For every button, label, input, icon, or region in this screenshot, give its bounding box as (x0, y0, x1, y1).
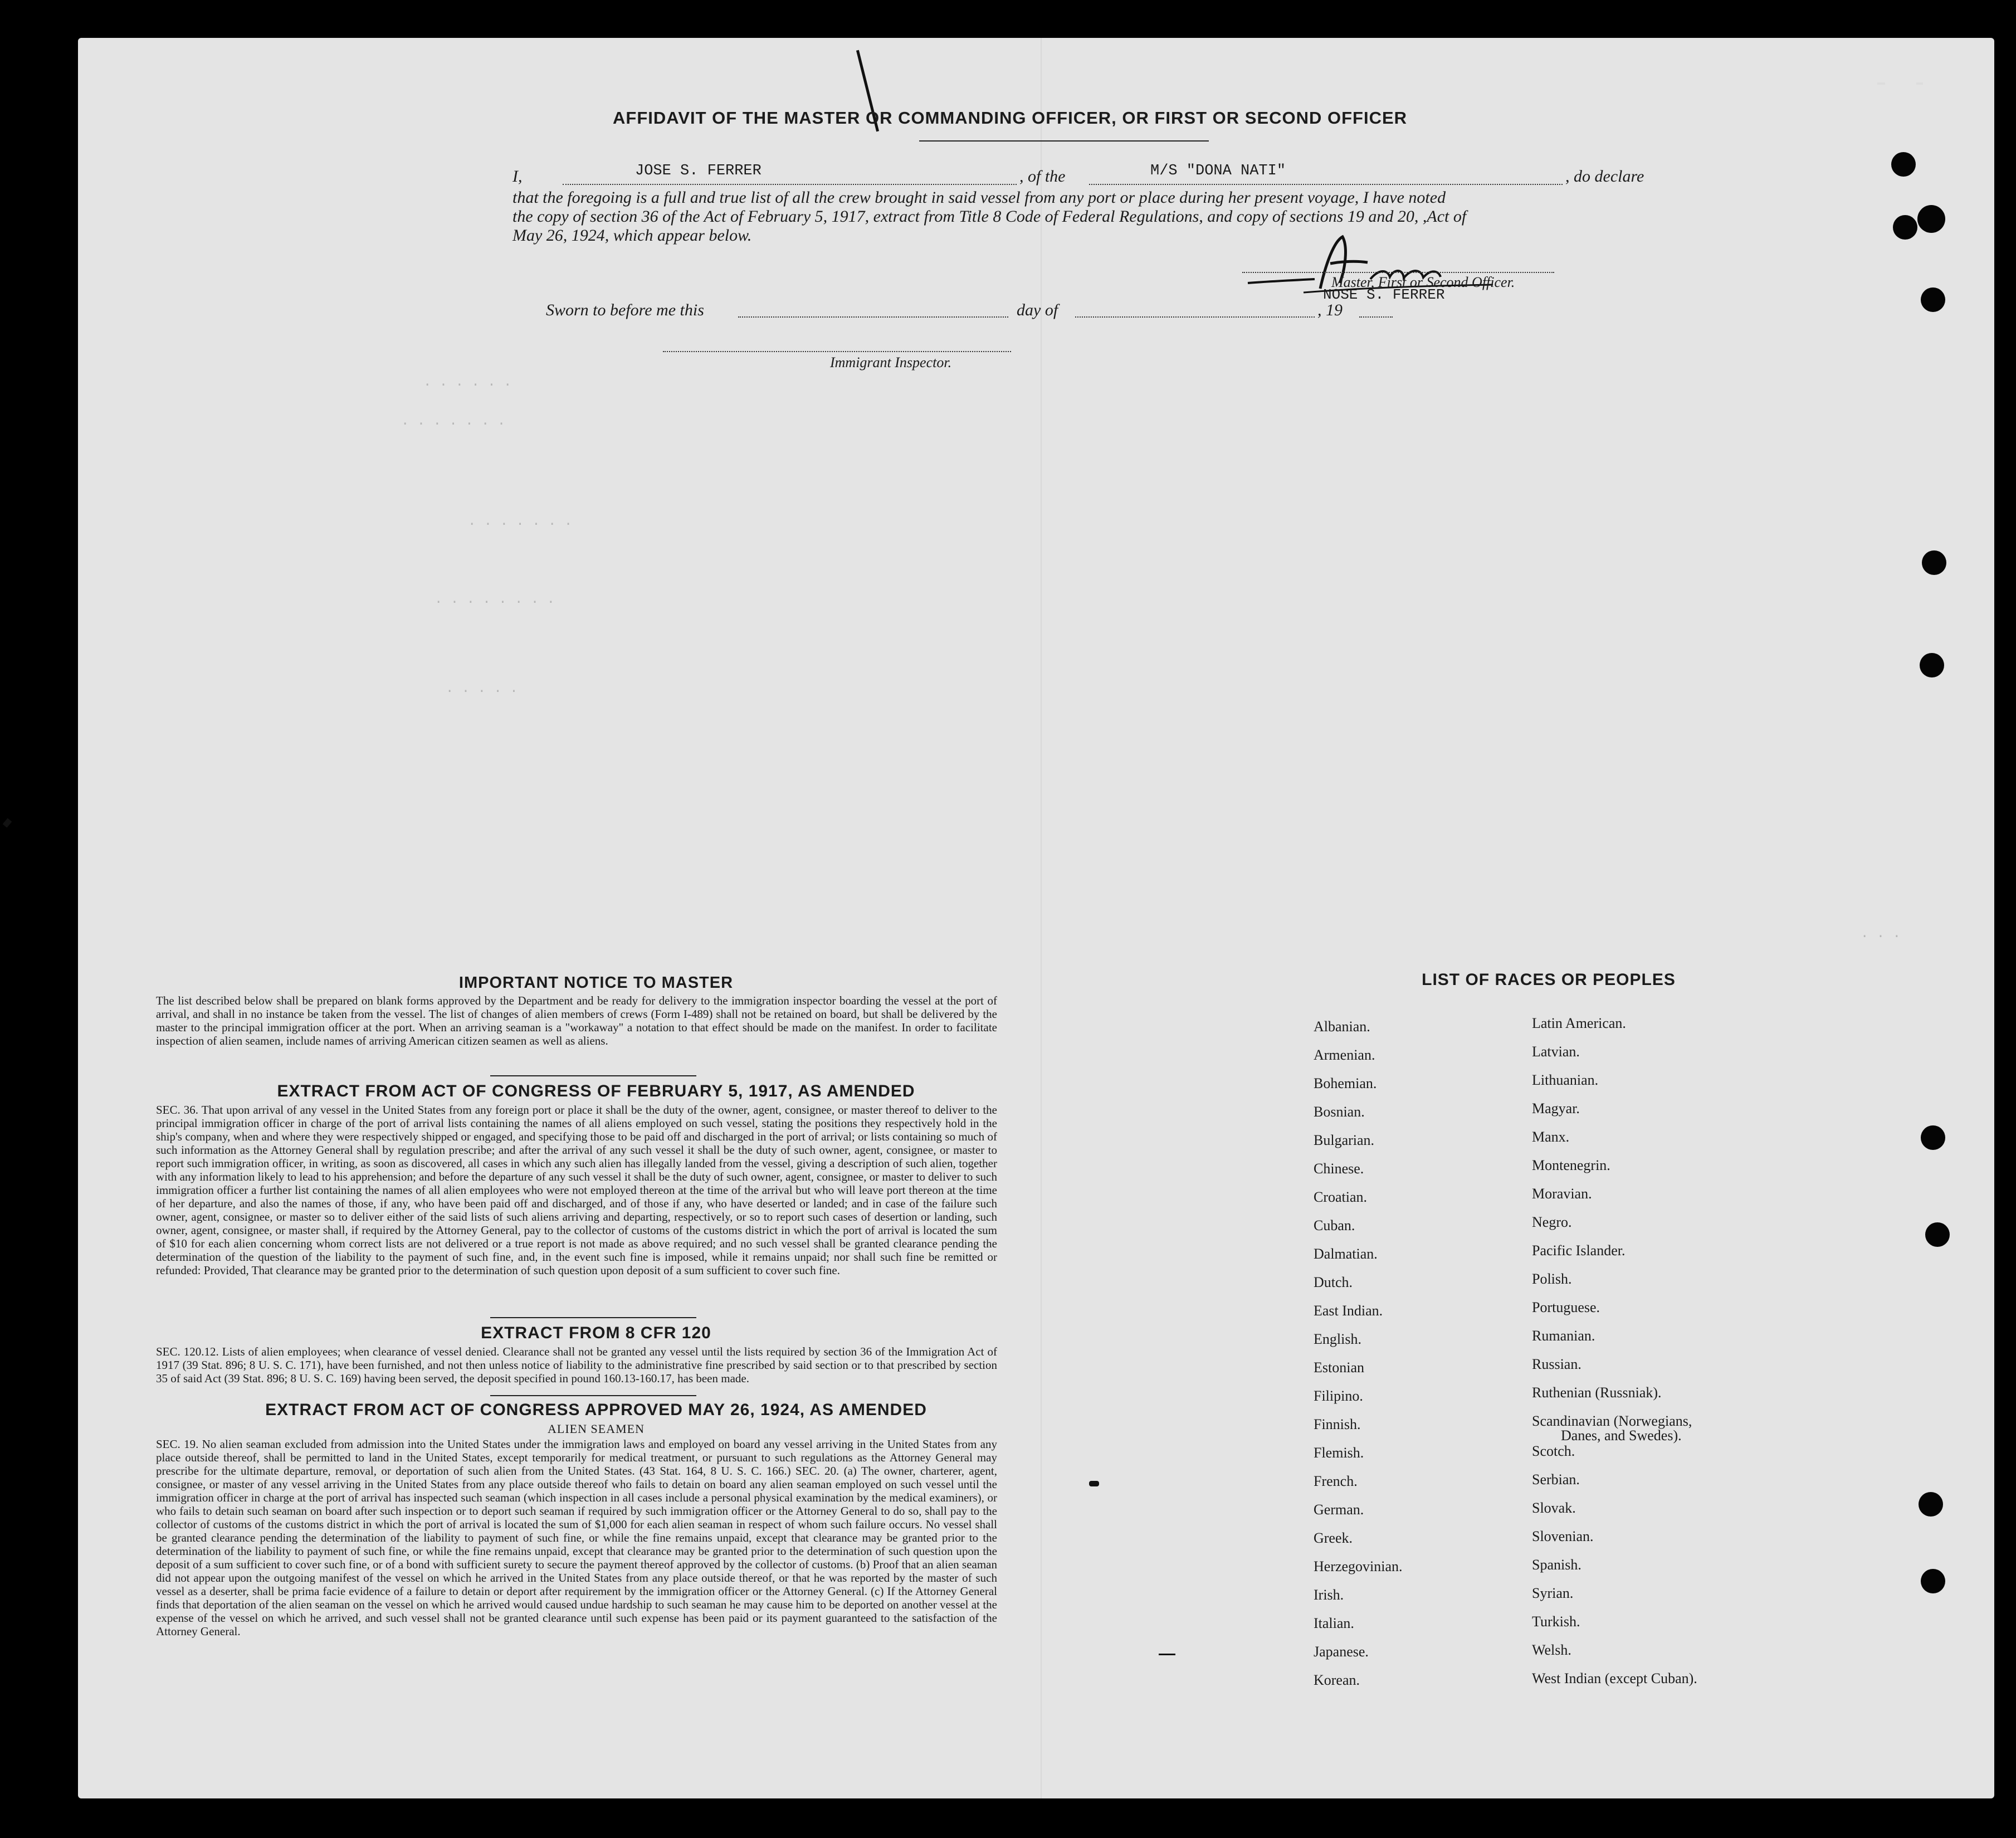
race-left-item: English. (1314, 1331, 1361, 1347)
extract-1917-title: EXTRACT FROM ACT OF CONGRESS OF FEBRUARY 5, 1917, AS AMENDED (277, 1082, 915, 1100)
extract-1924-text: SEC. 19. No alien seaman excluded from admission into the United States under the immigration laws and employed on board any vessel arriving in the United States from any place outside thereof, shall be permitted to land in the United States, except temporarily for medical treatment, or pursuant to such regulations as the Attorney General may prescribe for the ultimate departure, removal, or deportation of such alien from the United States. (43 Stat. 164, 8 U. S. C. 166.) SEC. 20. (a) The owner, charterer, agent, consignee, or master of any vessel arriving in the United States from any place outside thereof who fails to detain on board any alien seaman employed on such vessel until the immigration officer in charge at the port of arrival has inspected such seaman (which inspection in all cases include a personal physical examination by the medical examiners), or who fails to detain such seaman on board after such inspection or to deport such seaman if required by such immigration officer or the Attorney General to do so, shall pay to the collector of customs of the customs district in which the port of arrival is located the sum of $1,000 for each alien seaman in respect of whom such failure occurs. No vessel shall be granted clearance pending the determination of the liability to payment of such fine, or while the fine remains unpaid, except that clearance may be granted prior to the determination of the liability to payment of such fine, or while the fine remains unpaid, except that clearance may be granted prior to the determination of such question upon the deposit of a sum sufficient to cover such fine, or of a bond with sufficient surety to secure the payment thereof approved by the collector of customs. (b) Proof that an alien seaman did not appear upon the outgoing manifest of the vessel on which he arrived in the United States from any place outside thereof, or that he was reported by the master of such vessel as a deserter, shall be prima facie evidence of a failure to detain or deport after requirement by the immigration officer or the Attorney General. (c) If the Attorney General finds that deportation of the alien seaman on the vessel on which he arrived would caused undue hardship to such seaman he may cause him to be deported on another vessel at the expense of the vessel on which he arrived, and such vessel shall not be granted clearance until such expense has been paid or its payment guaranteed to the satisfaction of the Attorney General. (156, 1437, 997, 1638)
race-right-item: Magyar. (1532, 1100, 1580, 1117)
race-right-item: Slovenian. (1532, 1528, 1594, 1544)
punch-hole (1925, 1222, 1950, 1247)
affidavit-body-line: that the foregoing is a full and true list of all the crew brought in said vessel from any port or place during her present voyage, I have noted (512, 188, 1446, 207)
master-name-value: JOSE S. FERRER (635, 163, 762, 179)
affidavit-i-label: I, (512, 167, 523, 186)
race-left-item: East Indian. (1314, 1303, 1383, 1319)
bleed-through-text: · · · · · · (423, 378, 512, 393)
scan-speck (1089, 1481, 1099, 1486)
sworn-label: Sworn to before me this (546, 301, 704, 319)
vessel-name-value: M/S "DONA NATI" (1150, 163, 1286, 179)
race-left-item: Irish. (1314, 1587, 1344, 1603)
year-label: , 19 (1317, 301, 1343, 319)
race-left-item: Dutch. (1314, 1274, 1353, 1290)
sworn-day-line (738, 316, 1008, 318)
race-left-item: Finnish. (1314, 1416, 1361, 1432)
race-left-item: Dalmatian. (1314, 1246, 1378, 1262)
races-title: LIST OF RACES OR PEOPLES (1422, 971, 1676, 989)
bleed-through-text: · · · · · (446, 684, 518, 699)
race-left-item: Italian. (1314, 1615, 1354, 1631)
race-left-item: Estonian (1314, 1359, 1364, 1376)
race-right-item: Pacific Islander. (1532, 1242, 1626, 1259)
punch-hole (1921, 1125, 1945, 1150)
signature-line (1242, 272, 1554, 273)
scan-speck (1877, 82, 1885, 85)
notice-text: The list described below shall be prepared on blank forms approved by the Department and be ready for delivery to the immigration inspector boarding the vessel at the port of arrival, and shall in no instance be taken from the vessel. The list of changes of alien members of crews (Form I-489) shall not be retained on board, but shall be delivered by the master to the principal immigration officer at the port. When an arriving seaman is a "workaway" a notation to that effect should be made on the manifest. In order to facilitate inspection of alien seamen, include names of arriving American citizen seamen as well as aliens. (156, 994, 997, 1047)
affidavit-body-line: the copy of section 36 of the Act of February 5, 1917, extract from Title 8 Code of Federal Regulations, and copy of sections 19 and 20, ,Act of (512, 207, 1467, 226)
scan-speck (1159, 1654, 1175, 1655)
race-right-item: Syrian. (1532, 1585, 1574, 1601)
race-right-item: Lithuanian. (1532, 1072, 1599, 1088)
race-right-item: Rumanian. (1532, 1328, 1595, 1344)
punch-hole (1919, 1492, 1943, 1517)
punch-hole (1922, 550, 1946, 575)
race-right-item: Turkish. (1532, 1613, 1580, 1630)
race-right-item: Scandinavian (Norwegians, (1532, 1413, 1692, 1429)
race-right-item: West Indian (except Cuban). (1532, 1670, 1697, 1686)
document-page (78, 38, 1994, 1798)
punch-hole (1893, 215, 1917, 240)
affidavit-title: AFFIDAVIT OF THE MASTER OR COMMANDING OFFICER, OR FIRST OR SECOND OFFICER (613, 108, 1408, 128)
race-right-item: Danes, and Swedes). (1561, 1427, 1682, 1444)
race-right-item: Polish. (1532, 1271, 1572, 1287)
race-left-item: Japanese. (1314, 1644, 1369, 1660)
race-left-item: Croatian. (1314, 1189, 1368, 1205)
typed-signer-name: NOSE S. FERRER (1323, 286, 1445, 303)
race-left-item: Bohemian. (1314, 1075, 1377, 1091)
race-right-item: Negro. (1532, 1214, 1572, 1230)
race-right-item: Manx. (1532, 1129, 1570, 1145)
race-right-item: Serbian. (1532, 1471, 1580, 1488)
extract-1924-title: EXTRACT FROM ACT OF CONGRESS APPROVED MAY 26, 1924, AS AMENDED (265, 1401, 927, 1419)
race-left-item: Chinese. (1314, 1161, 1364, 1177)
race-left-item: Bulgarian. (1314, 1132, 1375, 1148)
signature-caption: Master, First or Second Officer. (1331, 274, 1515, 290)
race-right-item: Latin American. (1532, 1015, 1626, 1031)
race-left-item: Greek. (1314, 1530, 1353, 1546)
race-left-item: French. (1314, 1473, 1358, 1489)
race-left-item: Filipino. (1314, 1388, 1363, 1404)
extract-cfr-title: EXTRACT FROM 8 CFR 120 (481, 1324, 711, 1342)
punch-hole (1920, 653, 1944, 677)
race-left-item: Armenian. (1314, 1047, 1375, 1063)
of-the-label: , of the (1019, 167, 1066, 186)
bleed-through-text: · · · (1861, 929, 1901, 944)
extract-1917-text: SEC. 36. That upon arrival of any vessel in the United States from any foreign port or place it shall be the duty of the owner, agent, consignee, or master thereof to deliver to the principal immigration officer in charge of the port of arrival lists containing the names of all aliens employed on such vessel, stating the positions they respectively hold in the ship's company, when and where they were respectively shipped or engaged, and specifying those to be paid off and discharged in the port of arrival; or lists containing so much of such information as the Attorney General shall by regulation prescribe; and after the arrival of any such vessel it shall be the duty of such owner, agent, consignee, or master to report such immigration officer, in writing, as soon as discovered, all cases in which any such alien has illegally landed from the vessel, giving a description of such alien, together with any information likely to lead to his apprehension; and before the departure of any such vessel it shall be the duty of such owner, agent, consignee, or master to deliver to such immigration officer a further list containing the names of all alien employees who were not employed thereon at the time of the arrival but who will leave port thereon at the time of her departure, and also the names of those, if any, who have been paid off and discharged, and of those if any, who have deserted or landed; and in case of the failure such owner, agent, consignee, or master so to deliver either of the said lists of such aliens arriving and departing, respectively, or so to report such cases of desertion or landing, such owner, agent, consignee, or master shall, if required by the Attorney General, pay to the collector of customs of the customs district in which the port of arrival is located the sum of $10 for each alien concerning whom correct lists are not delivered or a true report is not made as above required; and no such vessel shall be granted clearance pending the determination of the question of the liability to the payment of such fine, and, in the event such fine is imposed, while it remains unpaid; nor shall such fine be remitted or refunded: Provided, That clearance may be granted prior to the determination of such question upon deposit of a sum sufficient to cover such fine. (156, 1103, 997, 1277)
race-left-item: Flemish. (1314, 1445, 1364, 1461)
race-right-item: Ruthenian (Russniak). (1532, 1384, 1662, 1401)
punch-hole (1891, 152, 1916, 177)
race-right-item: Portuguese. (1532, 1299, 1600, 1315)
section-divider (490, 1075, 696, 1076)
race-left-item: Albanian. (1314, 1018, 1370, 1035)
race-right-item: Montenegrin. (1532, 1157, 1610, 1173)
master-name-line (563, 184, 1017, 185)
race-right-item: Spanish. (1532, 1557, 1581, 1573)
race-right-item: Welsh. (1532, 1642, 1571, 1658)
bleed-through-text: · · · · · · · (468, 517, 573, 532)
race-left-item: Herzegovinian. (1314, 1558, 1403, 1574)
inspector-label: Immigrant Inspector. (830, 354, 952, 370)
notice-title: IMPORTANT NOTICE TO MASTER (458, 974, 734, 992)
scan-speck (3, 818, 12, 827)
race-right-item: Scotch. (1532, 1443, 1575, 1459)
inspector-line (663, 351, 1011, 352)
race-right-item: Russian. (1532, 1356, 1581, 1372)
bleed-through-text: · · · · · · · · (435, 595, 555, 610)
race-right-item: Moravian. (1532, 1186, 1592, 1202)
extract-cfr-text: SEC. 120.12. Lists of alien employees; when clearance of vessel denied. Clearance shall not be granted any vessel until the lists required by section 36 of the Immigration Act of 1917 (39 Stat. 896; 8 U. S. C. 171), have been furnished, and not then unless notice of liability to the administrative fine prescribed by said section or to that prescribed by section 35 of said Act (39 Stat. 896; 8 U. S. C. 169) having been served, the deposit specified in pound 160.13-160.17, has been made. (156, 1345, 997, 1385)
bleed-through-text: · · · · · · · (401, 417, 506, 432)
punch-hole (1921, 287, 1945, 312)
race-left-item: German. (1314, 1501, 1364, 1518)
race-left-item: Cuban. (1314, 1217, 1355, 1234)
race-left-item: Bosnian. (1314, 1104, 1365, 1120)
punch-hole (1921, 1569, 1945, 1593)
race-right-item: Slovak. (1532, 1500, 1576, 1516)
punch-hole (1917, 205, 1945, 233)
race-right-item: Latvian. (1532, 1044, 1580, 1060)
race-left-item: Korean. (1314, 1672, 1360, 1688)
section-divider (490, 1395, 696, 1396)
section-divider (490, 1317, 696, 1318)
scan-speck (1916, 82, 1923, 85)
affidavit-body-line: May 26, 1924, which appear below. (512, 226, 752, 245)
day-of-label: day of (1017, 301, 1058, 319)
title-underline (919, 140, 1209, 142)
alien-seamen-subtitle: ALIEN SEAMEN (548, 1422, 645, 1436)
year-line (1359, 316, 1393, 318)
vessel-name-line (1089, 184, 1563, 185)
month-line (1075, 316, 1315, 318)
do-declare-label: , do declare (1565, 167, 1644, 186)
